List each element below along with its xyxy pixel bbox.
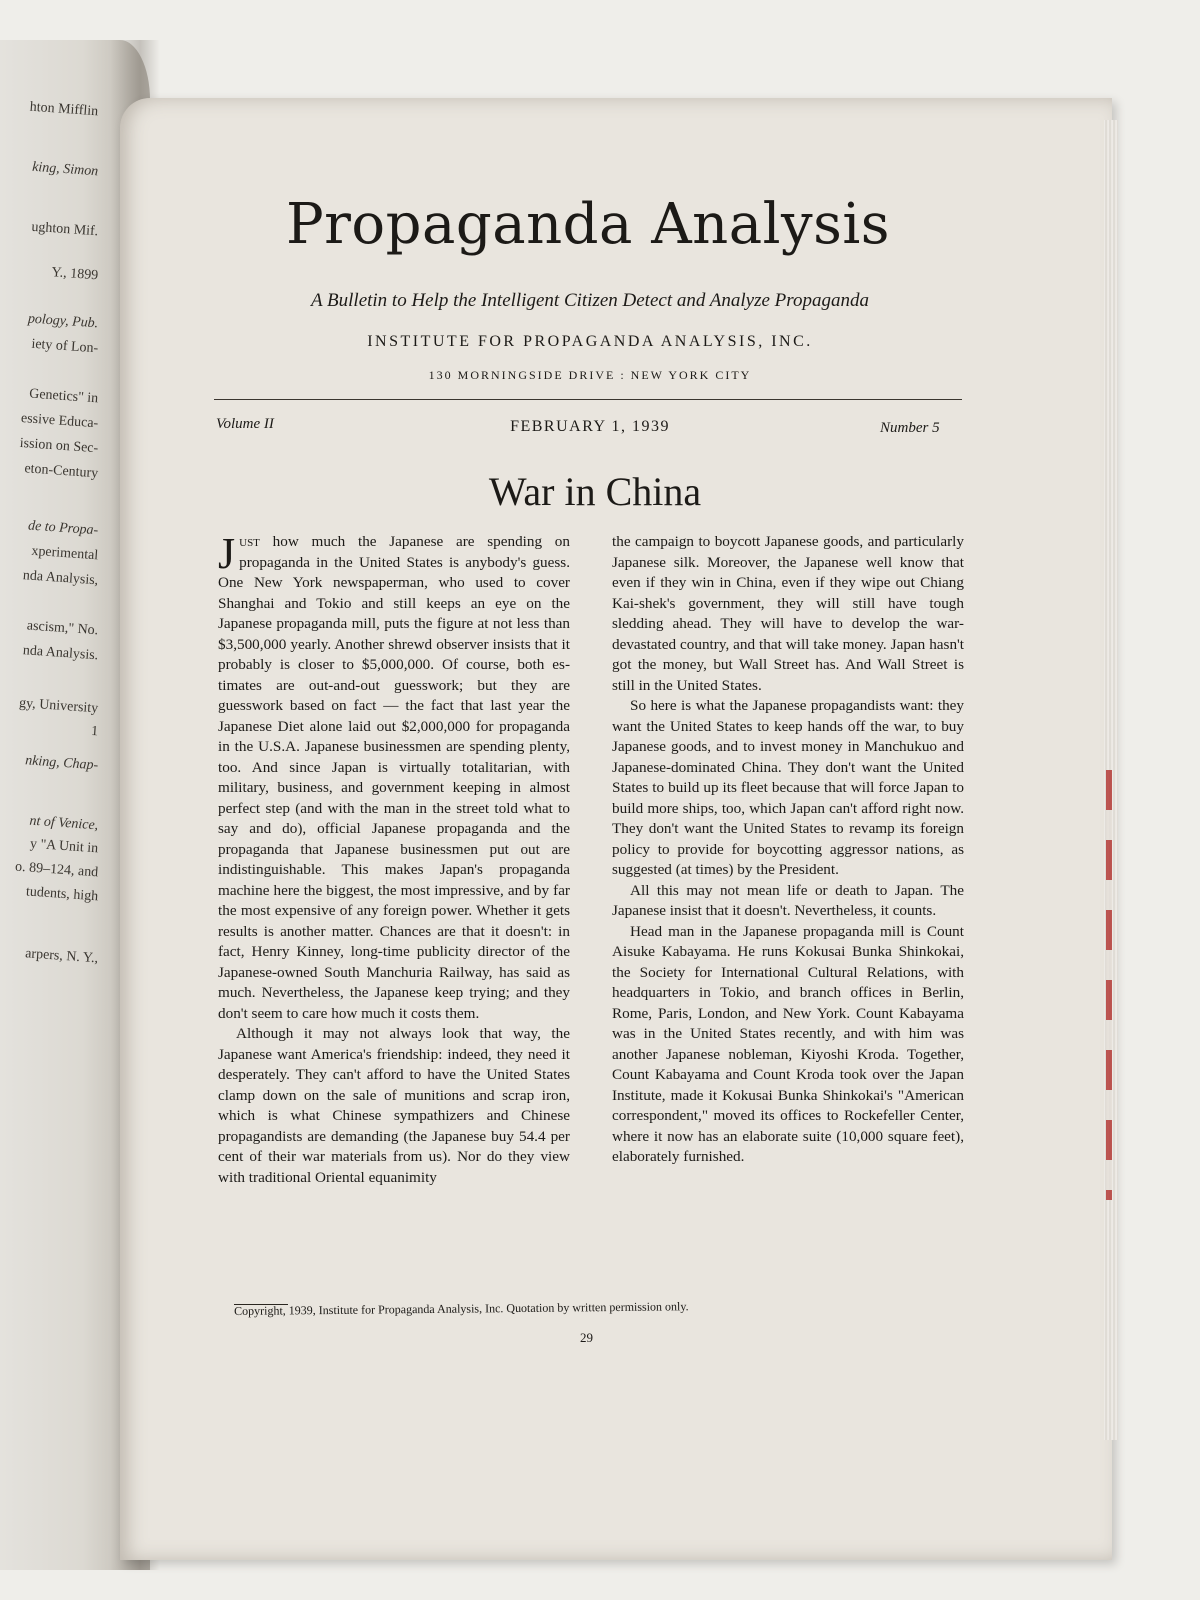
facing-page-line: essive Educa-	[20, 410, 99, 432]
facing-page-line: o. 89–124, and	[14, 859, 99, 881]
facing-page-line: nda Analysis,	[22, 568, 99, 589]
article-column-left	[218, 529, 570, 1188]
facing-page-line: Y., 1899	[50, 265, 99, 284]
institute-address: 130 MORNINGSIDE DRIVE : NEW YORK CITY	[428, 368, 752, 382]
red-marker-edge	[1106, 770, 1112, 1200]
facing-page-line: arpers, N. Y.,	[24, 946, 99, 967]
masthead-rule	[214, 399, 962, 400]
facing-page-line: nt of Venice,	[28, 813, 99, 834]
article-title: War in China	[488, 469, 702, 514]
article-paragraph: the campaign to boycott Japanese goods, and particularly Japanese silk. Moreover, the Japanese well know that even if they win in China, even if they wipe out Chiang Kai-shek's government, they will still have tough sledding ahead. They will have to develop the war-devastated country, and that will take money. Japan hasn't got the money, but Wall Street has. And Wall Street is still in the United States.	[612, 533, 964, 694]
facing-page-line: nking, Chap-	[24, 753, 99, 774]
paragraph-text: how much the Japanese are spending on propaganda in the United States is anybody's guess. One New York newspaperman, who used to cover Shanghai and Tokio and still keeps an eye on the Japanese propaganda mill, puts the figure at not less than $3,500,000 yearly. Another shrewd observer insists that it probably is closer to $5,000,000. Of course, both estimates are out-and-out guesswork; but they are guesswork based on fact — the fact that last year the Japanese Diet alone laid out $2,000,000 for propaganda in the U.S.A. Japanese businessmen are spending plenty, too. And since Japan is virtually totalitarian, with military, business, and government keeping in almost perfect step (and with the man in the street told what to say and do), official Japanese propaganda and the propaganda that Japanese businessmen put out are indistinguishable. This makes Japan's propaganda machine here the biggest, the most impressive, and by far the most expensive of any foreign power. Whether it gets results is another matter. Chances are that it doesn't: in fact, Henry Kinney, long-time publicity director of the Japanese-owned South Manchuria Railway, has said as much. Nevertheless, the Japanese keep trying; and they don't seem to care how much it costs them.	[218, 533, 570, 1022]
facing-page-line: nda Analysis.	[22, 643, 99, 664]
facing-page-line: gy, University	[18, 695, 99, 717]
issue-date: FEBRUARY 1, 1939	[510, 418, 670, 435]
article-column-right	[612, 532, 964, 1168]
facing-page-line: de to Propa-	[27, 518, 99, 539]
article-paragraph: Although it may not always look that way, the Japanese want America's friendship: indeed, they need it desperately. They can't afford to have the United States clamp down on the sale of munitions and scrap iron, which is what Chinese sympathizers and Chinese propagandists are demanding (the Japanese buy 54.4 per cent of their war materials from us). Nor do they view with traditional Oriental equanimity	[218, 1025, 570, 1186]
copyright-notice: Copyright, 1939, Institute for Propaganda Analysis, Inc. Quotation by written permission only.	[234, 1299, 689, 1318]
article-paragraph: So here is what the Japanese propagandists want: they want the United States to keep hands off the war, to buy Japanese goods, and to invest money in Manchukuo and Japanese-dominated China. They don't want the United States to build up its fleet because that will force Japan to build more ships, too, which Japan can't afford right now. They don't want the United States to revamp its foreign policy to provide for boycotting aggressor nations, as suggested (at times) by the President.	[612, 697, 964, 878]
institute-name: INSTITUTE FOR PROPAGANDA ANALYSIS, INC.	[367, 333, 813, 350]
facing-page-line: Genetics" in	[28, 386, 99, 407]
facing-page-line: iety of Lon-	[30, 336, 99, 357]
article-paragraph: Head man in the Japanese propaganda mill is Count Aisuke Kabayama. He runs Kokusai Bunka Shinkokai, the Society for International Cultural Relations, with headquarters in Tokio, and branch offices in Berlin, Rome, Paris, London, and New York. Count Kabayama was in the United States recently, and with him was another Japanese nobleman, Kiyoshi Kroda. Together, Count Kabayama and Count Kroda took over the Japan Institute, made it Kokusai Bunka Shinkokai's "American correspondent," moved its offices to Rockefeller Center, where it now has an elaborate suite (10,000 square feet), elaborately furnished.	[612, 922, 964, 1165]
article-paragraph: All this may not mean life or death to Japan. The Japanese insist that it doesn't. Nevertheless, it counts.	[612, 881, 964, 919]
issue-volume: Volume II	[216, 416, 274, 432]
facing-page-line: 1	[90, 723, 99, 740]
facing-page-line: tudents, high	[25, 884, 99, 905]
facing-page-line: xperimental	[30, 543, 99, 564]
facing-page-line: ission on Sec-	[19, 435, 99, 457]
facing-page-line: king, Simon	[31, 159, 99, 180]
facing-page-line: eton-Century	[23, 461, 99, 482]
lead-smallcaps: ust	[239, 533, 260, 550]
facing-page-line: y "A Unit in	[29, 836, 99, 857]
masthead-title: Propaganda Analysis	[285, 192, 891, 257]
drop-cap: J	[218, 529, 236, 578]
article-paragraph	[218, 529, 570, 1024]
issue-number: Number 5	[880, 420, 940, 436]
facing-page-line: ughton Mif.	[30, 219, 99, 240]
masthead-subtitle: A Bulletin to Help the Intelligent Citizen Detect and Analyze Propaganda	[311, 290, 869, 311]
facing-page-line: hton Mifflin	[29, 99, 99, 120]
facing-page-line: ascism," No.	[26, 618, 99, 639]
page-number: 29	[580, 1330, 593, 1345]
facing-page-line: pology, Pub.	[27, 311, 99, 332]
